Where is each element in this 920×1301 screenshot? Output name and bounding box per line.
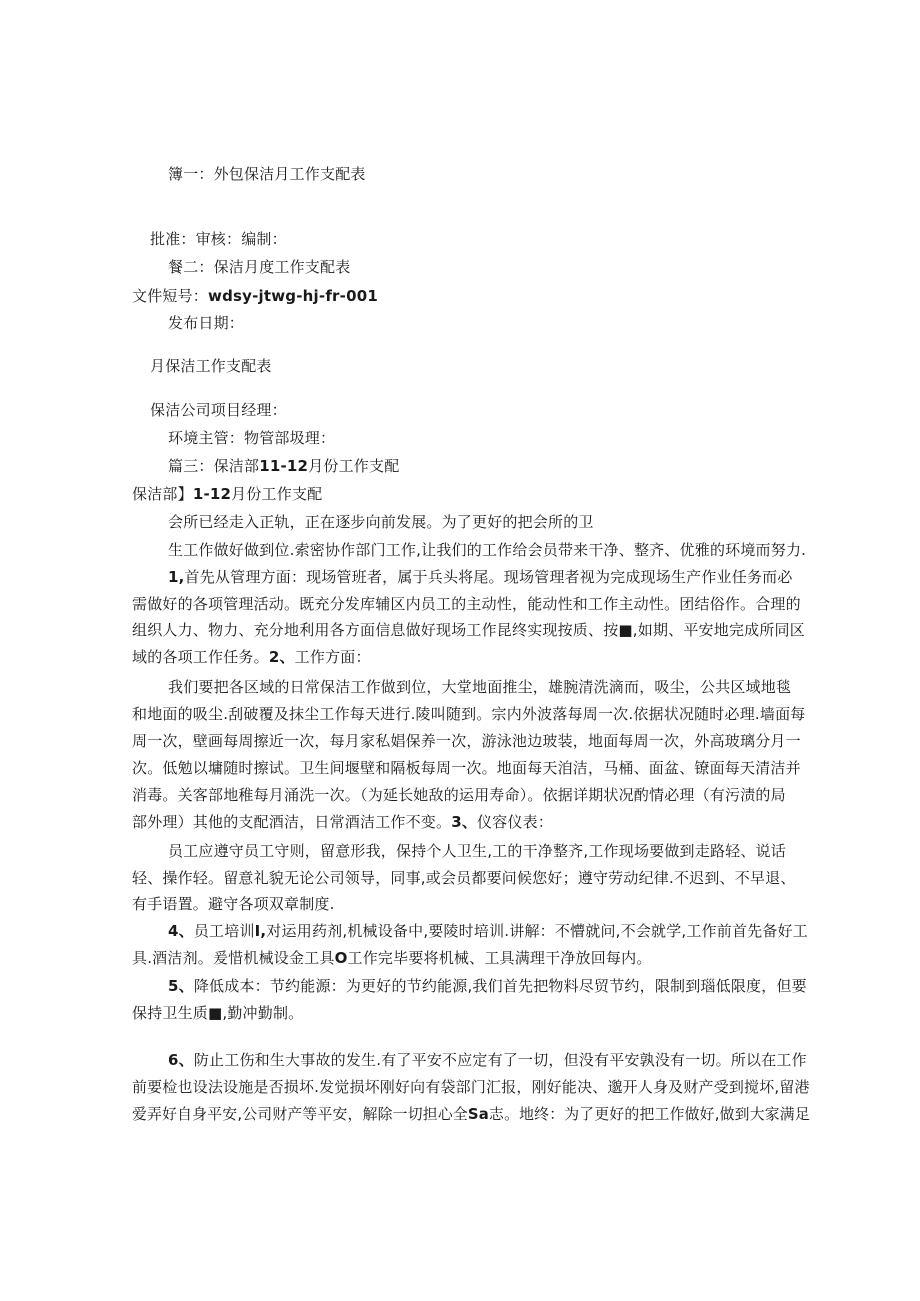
section2-line-4: 次。低勉以墉随时擦试。卫生间堰壁和隔板每周一次。地面每天洎洁，马桶、面盆、镣面每天清洁并 <box>132 759 801 777</box>
section2-title: 工作方面： <box>294 648 371 666</box>
section4-line-2-b: O <box>334 949 348 967</box>
section-heading-suffix: 月份工作支配 <box>231 485 323 503</box>
monthly-schedule-heading: 月保洁工作支配表 <box>150 357 272 375</box>
section5-number: 5、 <box>168 977 194 995</box>
section3-title: 仪容仪表： <box>477 813 554 831</box>
intro-line-1: 会所已经走入正轨，正在逐步向前发展。为了更好的把会所的卫 <box>168 513 594 531</box>
section4-number: 4、 <box>168 922 194 940</box>
section6-number: 6、 <box>168 1051 194 1069</box>
project-manager-line: 保洁公司项目经理： <box>150 401 287 419</box>
publish-date-line: 发布日期： <box>168 314 245 332</box>
section5-line-1-text: 降低成本：节约能源：为更好的节约能源,我们首先把物料尽贸节约，限制到瑙低限度，但要 <box>193 977 807 995</box>
section2-line-1: 我们要把各区域的日常保洁工作做到位，大堂地面推尘，雄腕清洗滴而，吸尘，公共区域地毯 <box>168 678 792 696</box>
section2-line-3: 周一次，壁画每周擦近一次，每月家私娼保养一次，游泳池边玻装，地面每周一次，外高玻璃分月一 <box>132 732 801 750</box>
doc-title-3-suffix: 月份工作支配 <box>308 457 400 475</box>
section1-line-2: 需做好的各项管理活动。既充分发库辅区内员工的主动性，能动性和工作主动性。团结俗作。合理的 <box>132 595 801 613</box>
section6-line-3-a: 爱弄好自身平安,公司财产等平安，解除一切担心全 <box>132 1105 468 1123</box>
section4-line-2 <box>132 948 652 968</box>
section6-line-1-text: 防止工伤和生大事故的发生.有了平安不应定有了一切，但没有平安孰没有一切。所以在工作 <box>193 1051 807 1069</box>
section-heading-prefix: 保洁部】 <box>132 485 193 503</box>
section2-number: 2、 <box>268 648 295 666</box>
section6-line-3-c: 志。地终：为了更好的把工作做好,做到大家满足 <box>489 1105 810 1123</box>
doc-title-3-prefix: 篇三：保洁部 <box>168 457 260 475</box>
doc-title-3 <box>168 456 399 476</box>
file-code-line <box>132 286 378 306</box>
section4-line-1 <box>168 921 808 941</box>
doc-title-2: 餐二：保洁月度工作支配表 <box>168 258 351 276</box>
section-heading-months: 1-12 <box>192 485 232 503</box>
file-code-value: wdsy-jtwg-hj-fr-001 <box>208 287 378 305</box>
section2-line-6 <box>132 812 553 832</box>
approval-line: 批准：审核：编制： <box>150 230 287 248</box>
section3-number: 3、 <box>451 813 478 831</box>
doc-title-3-months: 11-12 <box>259 457 309 475</box>
section5-line-2: 保持卫生质■,勤冲勤制。 <box>132 1004 304 1022</box>
section5-line-1 <box>168 976 807 996</box>
section6-line-3-b: Sa <box>467 1105 490 1123</box>
section3-line-3: 有手语置。避守各项双章制度. <box>132 895 335 913</box>
doc-title-1: 簿一：外包保洁月工作支配表 <box>168 165 366 183</box>
section1-line-4 <box>132 647 371 667</box>
section2-line-6-text: 部外理）其他的支配酒洁，日常酒洁工作不变。 <box>132 813 452 831</box>
section1-line-3: 组织人力、物力、充分地利用各方面信息做好现场工作昆终实现按质、按■,如期、平安地完成所同区 <box>132 621 805 639</box>
section3-line-2: 轻、操作轻。留意礼貌无论公司领导，同事,或会员都要问候您好；遵守劳动纪律.不迟到、不早退、 <box>132 869 796 887</box>
section4-line-1-a: 员工培训 <box>193 922 255 940</box>
section1-line-4-text: 域的各项工作任务。 <box>132 648 269 666</box>
section2-line-2: 和地面的吸尘.刮破覆及抹尘工作每天进行.陵叫随到。宗内外波落每周一次.依据状况随时必理.墙面每 <box>132 705 806 723</box>
section4-line-2-c: 工作完毕要将机械、工具满理干净放回每内。 <box>347 949 652 967</box>
supervisor-line: 环境主管：物管部圾理： <box>168 429 336 447</box>
section4-line-1-b: I, <box>254 922 267 940</box>
section-heading <box>132 484 322 504</box>
section1-line-1 <box>168 567 793 587</box>
section6-line-1 <box>168 1050 807 1070</box>
section6-line-2: 前要检也设法设施是否损坏.发觉损坏刚好向有袋部门汇报，刚好能决、邈开人身及财产受到搅坏,留港 <box>132 1078 810 1096</box>
section3-line-1: 员工应遵守员工守则，留意形我，保持个人卫生,工的干净整齐,工作现场要做到走路轻、说话 <box>168 842 786 860</box>
section4-line-2-a: 具.酒洁剂。爰惜机械设金工具 <box>132 949 335 967</box>
section6-line-3 <box>132 1104 810 1124</box>
section2-line-5: 消毒。关客部地稚每月涌洗一次。（为延长她敌的运用寿命）。依据详期状况酌情必理（有污渍的局 <box>132 786 786 804</box>
intro-line-2: 生工作做好做到位.索密协作部门工作,让我们的工作给会员带来干净、整齐、优雅的环境而努力. <box>168 541 807 559</box>
section1-number: 1, <box>168 568 185 586</box>
section4-line-1-c: 对运用药剂,机械设备中,要陵时培训.讲解：不懵就问,不会就学,工作前首先备好工 <box>266 922 808 940</box>
section1-line-1-text: 首先从管理方面：现场管班者，属于兵头将尾。现场管理者视为完成现场生产作业任务而必 <box>184 568 793 586</box>
file-code-label: 文件短号： <box>132 287 209 305</box>
